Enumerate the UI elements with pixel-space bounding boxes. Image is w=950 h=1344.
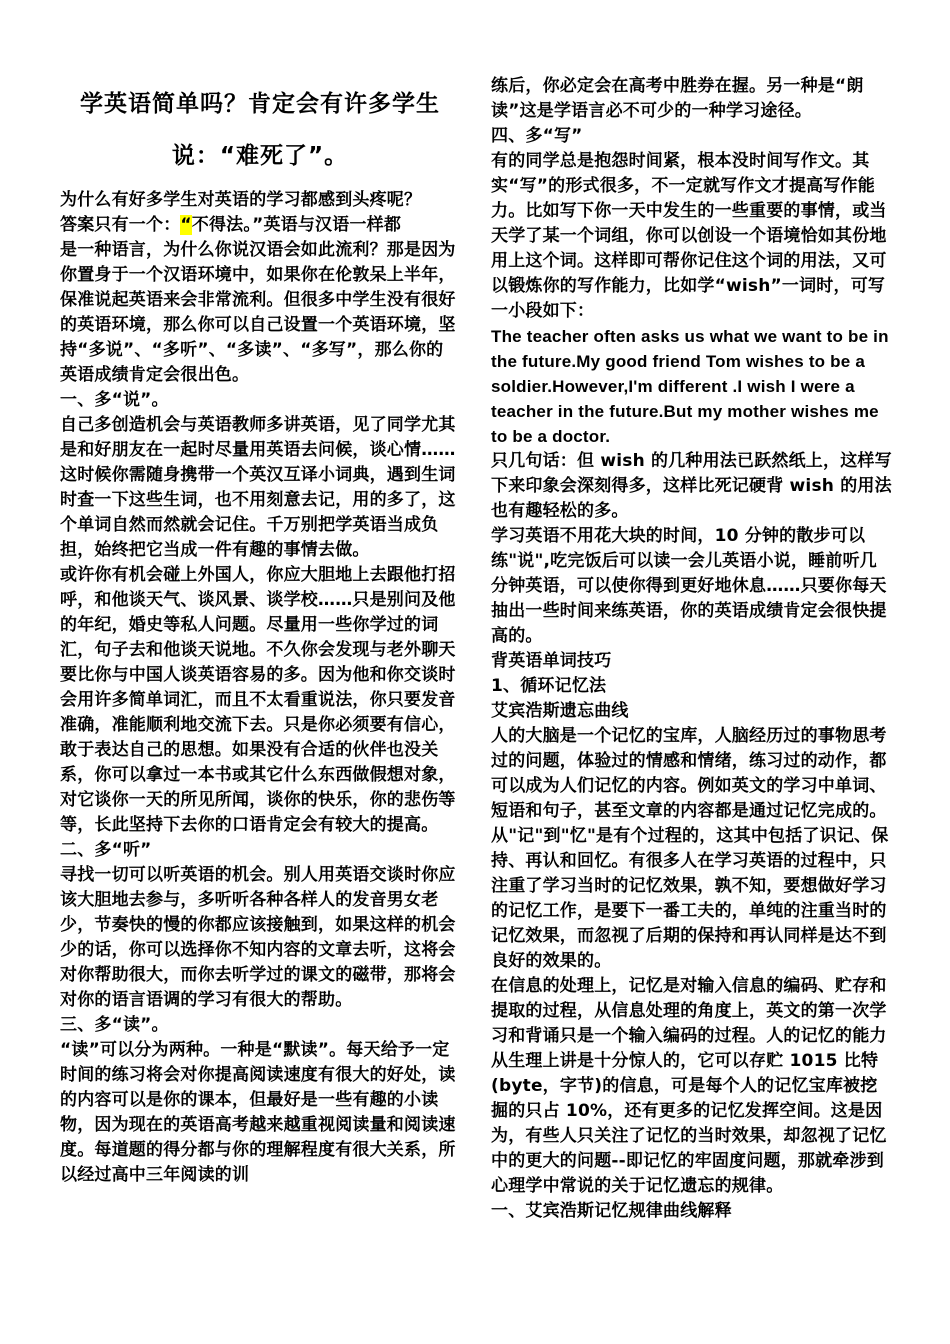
section-heading-listen: 二、多“听” <box>60 840 152 860</box>
title-line-2: 说：“难死了”。 <box>171 143 349 169</box>
answer-line <box>60 213 460 238</box>
subheading-ebbinghaus: 艾宾浩斯遗忘曲线 <box>491 701 629 721</box>
paragraph: 有的同学总是抱怨时间紧，根本没时间写作文。其实“写”的形式很多，不一定就写作文才提高写作能力。比如写下你一天中发生的一些重要的事情，或当天学了某一个词组，你可以创设一个语境恰如其份地用上这个词。这样即可帮你记住这个词的用法，又可以锻炼你的写作能力，比如学“wish”一词时，可写一小段如下： <box>491 151 887 321</box>
document-title <box>60 78 460 182</box>
section-heading-write: 四、多“写” <box>491 126 583 146</box>
paragraph: 或许你有机会碰上外国人，你应大胆地上去跟他打招呼，和他谈天气、谈风景、谈学校……只是别问及他的年纪，婚史等私人问题。尽量用一些你学过的词汇，句子去和他谈天说地。不久你会发现与老外聊天要比你与中国人谈英语容易的多。因为他和你交谈时会用许多简单词汇，而且不太看重说法，你只要发音准确，准能顺利地交流下去。只是你必须要有信心，敢于表达自己的思想。如果没有合适的伙伴也没关系，你可以拿过一本书或其它什么东西做假想对象，对它谈你一天的所见所闻，谈你的快乐，你的悲伤等等，长此坚持下去你的口语肯定会有较大的提高。 <box>60 565 456 835</box>
answer-prefix: 答案只有一个： <box>60 215 181 235</box>
left-column <box>60 0 460 1188</box>
title-line-1: 学英语简单吗？肯定会有许多学生 <box>80 91 440 117</box>
right-column <box>491 74 893 1224</box>
paragraph: 人的大脑是一个记忆的宝库，人脑经历过的事物思考过的问题，体验过的情感和情绪，练习过的动作，都可以成为人们记忆的内容。例如英文的学习中单词、短语和句子，甚至文章的内容都是通过记忆完成的。从"记"到"忆"是有个过程的，这其中包括了识记、保持、再认和回忆。有很多人在学习英语的过程中，只注重了学习当时的记忆效果，孰不知，要想做好学习的记忆工作，是要下一番工夫的，单纯的注重当时的记忆效果，而忽视了后期的保持和再认同样是达不到良好的效果的。 <box>491 726 889 971</box>
paragraph: 是一种语言，为什么你说汉语会如此流利？那是因为你置身于一个汉语环境中，如果你在伦敦呆上半年，保准说起英语来会非常流利。但很多中学生没有很好的英语环境，那么你可以自己设置一个英语环境，坚持“多说”、“多听”、“多读”、“多写”，那么你的英语成绩肯定会很出色。 <box>60 240 456 385</box>
subheading-cyclic-memory: 1、循环记忆法 <box>491 676 607 696</box>
paragraph: 在信息的处理上，记忆是对输入信息的编码、贮存和提取的过程，从信息处理的角度上，英文的第一次学习和背诵只是一个输入编码的过程。人的记忆的能力从生理上讲是十分惊人的，它可以存贮 1015 比特(byte，字节)的信息，可是每个人的记忆宝库被挖掘的只占 10%，还有更多的记忆发挥空间。这是因为，有些人只关注了记忆的当时效果，却忽视了记忆中的更大的问题--即记忆的牢固度问题，那就牵涉到心理学中常说的关于记忆遗忘的规律。 <box>491 976 887 1196</box>
paragraph: 为什么有好多学生对英语的学习都感到头疼呢？ <box>60 190 422 210</box>
paragraph: 寻找一切可以听英语的机会。别人用英语交谈时你应该大胆地去参与，多听听各种各样人的发音男女老少，节奏快的慢的你都应该接触到，如果这样的机会少的话，你可以选择你不知内容的文章去听，这将会对你帮助很大，而你去听学过的课文的磁带，那将会对你的语言语调的学习有很大的帮助。 <box>60 865 456 1010</box>
section-heading-read: 三、多“读”。 <box>60 1015 169 1035</box>
paragraph: 练后，你必定会在高考中胜券在握。另一种是“朗读”这是学语言必不可少的一种学习途径。 <box>491 76 864 121</box>
section-heading-speak: 一、多“说”。 <box>60 390 169 410</box>
english-example-paragraph: The teacher often asks us what we want to be in the future.My good friend Tom wishes to be a soldier.However,I'm different .I wish I were a teacher in the future.But my mother wishes me to be a doctor. <box>491 327 889 446</box>
paragraph: “读”可以分为两种。一种是“默读”。每天给予一定时间的练习将会对你提高阅读速度有很大的好处，读的内容可以是你的课本，但最好是一些有趣的小读物，因为现在的英语高考越来越重视阅读量和阅读速度。每道题的得分都与你的理解程度有很大关系，所以经过高中三年阅读的训 <box>60 1040 456 1185</box>
paragraph: 只几句话：但 wish 的几种用法已跃然纸上，这样写下来印象会深刻得多，这样比死记硬背 wish 的用法也有趣轻松的多。 <box>491 451 892 521</box>
paragraph: 自己多创造机会与英语教师多讲英语，见了同学尤其是和好朋友在一起时尽量用英语去问候，谈心情……这时候你需随身携带一个英汉互译小词典，遇到生词时查一下这些生词，也不用刻意去记，用的多了，这个单词自然而然就会记住。千万别把学英语当成负担，始终把它当成一件有趣的事情去做。 <box>60 415 456 560</box>
highlighted-quote: “ <box>180 215 192 235</box>
section-heading-vocab-tips: 背英语单词技巧 <box>491 651 612 671</box>
answer-suffix: 不得法。”英语与汉语一样都 <box>191 215 402 235</box>
section-heading-ebbinghaus-curve: 一、艾宾浩斯记忆规律曲线解释 <box>491 1201 732 1221</box>
paragraph: 学习英语不用花大块的时间，10 分钟的散步可以练"说",吃完饭后可以读一会儿英语小说，睡前听几分钟英语，可以使你得到更好地休息……只要你每天抽出一些时间来练英语，你的英语成绩肯定会很快提高的。 <box>491 526 887 646</box>
